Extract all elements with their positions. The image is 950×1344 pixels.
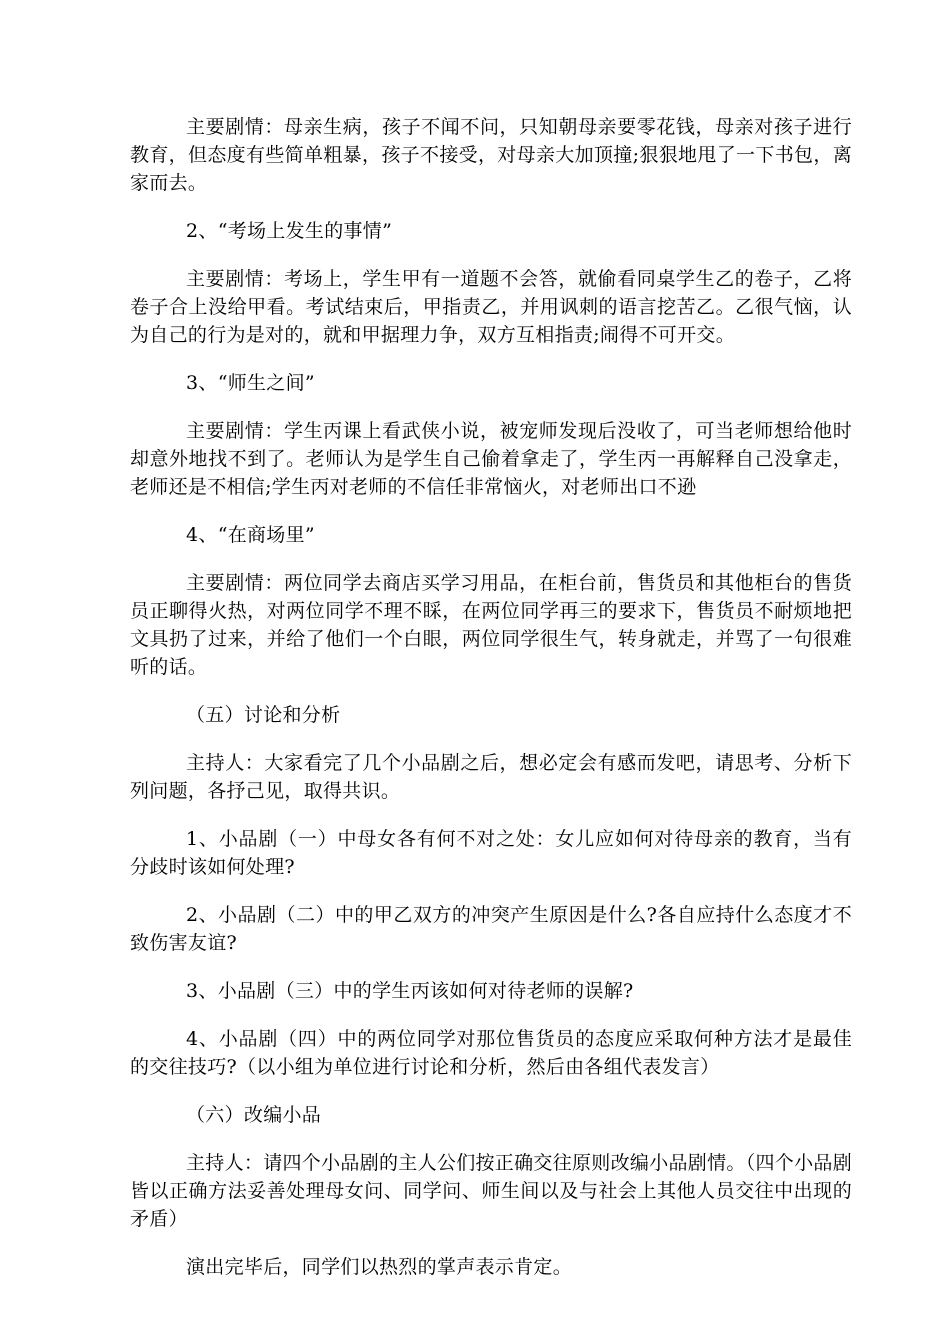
document-body <box>130 113 852 1281</box>
host-paragraph-1: 主持人：大家看完了几个小品剧之后，想必定会有感而发吧，请思考、分析下列问题，各抒己见，取得共识。 <box>130 752 852 802</box>
question-2: 2、小品剧（二）中的甲乙双方的冲突产生原因是什么?各自应持什么态度才不致伤害友谊? <box>130 904 852 954</box>
plot-paragraph-1: 主要剧情：母亲生病，孩子不闻不问，只知朝母亲要零花钱，母亲对孩子进行教育，但态度有些简单粗暴，孩子不接受，对母亲大加顶撞;狠狠地甩了一下书包，离家而去。 <box>130 116 852 194</box>
section-heading-discussion: （五）讨论和分析 <box>186 704 341 726</box>
closing-paragraph: 演出完毕后，同学们以热烈的掌声表示肯定。 <box>186 1256 573 1278</box>
plot-paragraph-2: 主要剧情：考场上，学生甲有一道题不会答，就偷看同桌学生乙的卷子，乙将卷子合上没给甲看。考试结束后，甲指责乙，并用讽刺的语言挖苦乙。乙很气恼，认为自己的行为是对的，就和甲据理力争，双方互相指责;闹得不可开交。 <box>130 268 852 346</box>
skit-heading-2: 2、“考场上发生的事情” <box>186 220 393 242</box>
question-3: 3、小品剧（三）中的学生丙该如何对待老师的误解? <box>186 980 634 1002</box>
skit-heading-3: 3、“师生之间” <box>186 372 315 394</box>
question-1: 1、小品剧（一）中母女各有何不对之处：女儿应如何对待母亲的教育，当有分歧时该如何处理? <box>130 828 852 878</box>
plot-paragraph-4: 主要剧情：两位同学去商店买学习用品，在柜台前，售货员和其他柜台的售货员正聊得火热，对两位同学不理不睬，在两位同学再三的要求下，售货员不耐烦地把文具扔了过来，并给了他们一个白眼，两位同学很生气，转身就走，并骂了一句很难听的话。 <box>130 572 852 678</box>
skit-heading-4: 4、“在商场里” <box>186 524 315 546</box>
question-4: 4、小品剧（四）中的两位同学对那位售货员的态度应采取何种方法才是最佳的交往技巧?（以小组为单位进行讨论和分析，然后由各组代表发言） <box>130 1028 852 1078</box>
section-heading-adaptation: （六）改编小品 <box>186 1104 322 1126</box>
host-paragraph-2: 主持人：请四个小品剧的主人公们按正确交往原则改编小品剧情。（四个小品剧皆以正确方法妥善处理母女问、同学问、师生间以及与社会上其他人员交往中出现的矛盾） <box>130 1152 853 1230</box>
plot-paragraph-3: 主要剧情：学生丙课上看武侠小说，被宠师发现后没收了，可当老师想给他时却意外地找不到了。老师认为是学生自己偷着拿走了，学生丙一再解释自己没拿走，老师还是不相信;学生丙对老师的不信任非常恼火，对老师出口不逊 <box>130 420 852 498</box>
